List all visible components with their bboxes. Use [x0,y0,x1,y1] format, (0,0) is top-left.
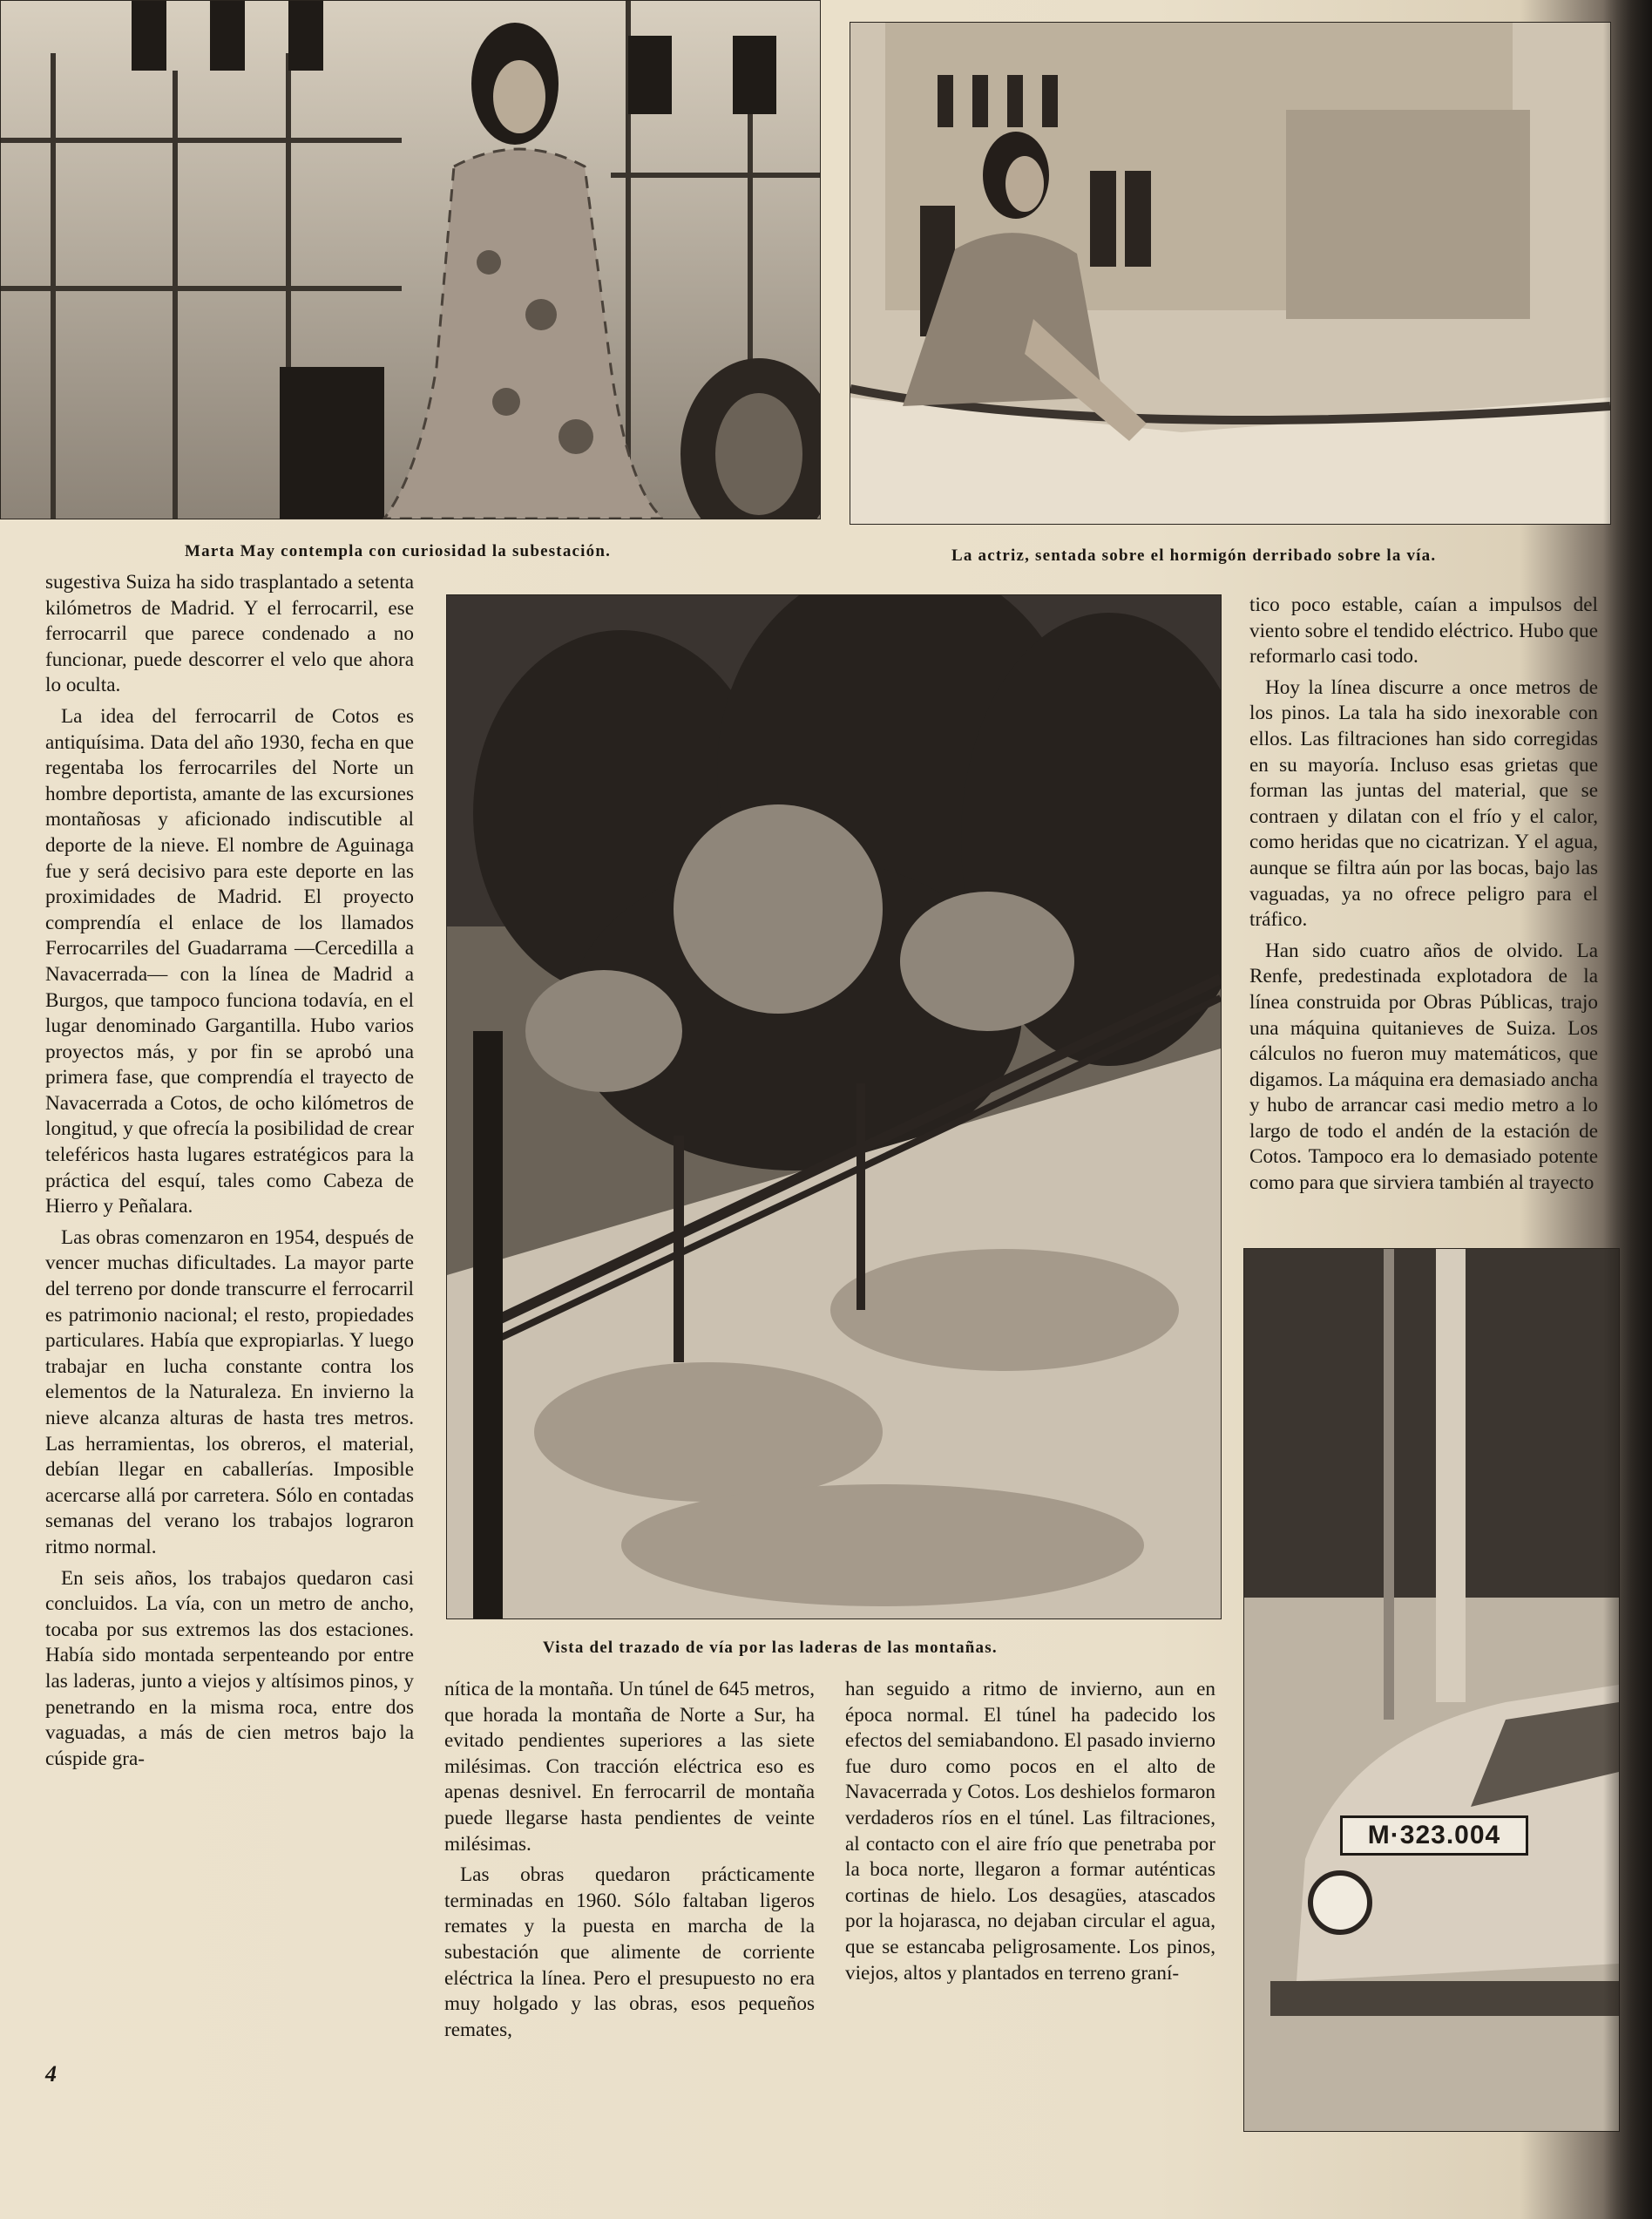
col4-paragraph-1: tico poco estable, caían a impulsos del viento sobre el tendido eléctrico. Hubo que reformarlo casi todo. [1249,594,1598,668]
article-column-4 [1249,593,1598,1238]
caption-photo-actress-seated: La actriz, sentada sobre el hormigón derribado sobre la vía. [951,546,1437,565]
col1-paragraph-1: sugestiva Suiza ha sido trasplantado a setenta kilómetros de Madrid. Y el ferrocarril, ese ferrocarril que parece condenado a no funcionar, puede descorrer el velo que ahora lo oculta. [45,571,414,697]
license-plate: M·323.004 [1340,1815,1528,1856]
article-column-1 [45,570,414,2066]
photo-substation [0,0,821,519]
col2-paragraph-2: Las obras quedaron prácticamente terminadas en 1960. Sólo faltaban ligeros remates y la puesta en marcha de la subestación que alimente de corriente eléctrica la línea. Pero el presupuesto no era muy holgado y las obras, esos pequeños remates, [444,1863,815,2041]
col2-paragraph-1: nítica de la montaña. Un túnel de 645 metros, que horada la montaña de Norte a Sur, ha evitado pendientes superiores a las siete milésimas. Con tracción eléctrica eso es apenas desnivel. En ferrocarril de montaña puede llegarse hasta pendientes de veinte milésimas. [444,1678,815,1856]
caption-photo-substation: Marta May contempla con curiosidad la subestación. [185,542,612,560]
col3-paragraph-1: han seguido a ritmo de invierno, aun en época normal. El túnel ha padecido los efectos del semiabandono. El pasado invierno fue duro como pocos en el alto de Navacerrada y Cotos. Los deshielos formaron verdaderos ríos en el túnel. Las filtraciones, al contacto con el aire frío que penetraba por la boca norte, llegaron a formar auténticas cortinas de hielo. Los desagües, atascados por la hojarasca, no dejaban circular el agua, que se estancaba peligrosamente. Los pinos, viejos, altos y plantados en terreno graní- [845,1678,1215,1985]
col4-paragraph-3: Han sido cuatro años de olvido. La Renfe, predestinada explotadora de la línea construida por Obras Públicas, trajo una máquina quitanieves de Suiza. Los cálculos no fueron muy matemáticos, que digamos. La máquina era demasiado ancha y hubo de arrancar casi medio metro a lo largo de todo el andén de la estación de Cotos. Tampoco era lo demasiado potente como para que sirviera también al trayecto [1249,939,1598,1195]
photo-actress-seated [850,22,1611,525]
col1-paragraph-4: En seis años, los trabajos quedaron casi concluidos. La vía, con un metro de ancho, tocaba por sus extremos las dos estaciones. Había sido montada serpenteando por entre las laderas, junto a viejos y altísimos pinos, y penetrando en la misma roca, entre dos vaguadas, a más de cien metros bajo la cúspide gra- [45,1566,414,1770]
article-column-3 [845,1677,1215,2066]
article-column-2 [444,1677,815,2066]
caption-photo-mountain-railway: Vista del trazado de vía por las laderas de las montañas. [543,1639,998,1657]
page-number: 4 [45,2061,57,2087]
col1-paragraph-2: La idea del ferrocarril de Cotos es antiquísima. Data del año 1930, fecha en que regentaba los ferrocarriles del Norte un hombre deportista, amante de las excursiones montañosas y aficionado indiscutible al deporte de la nieve. El nombre de Aguinaga fue y será decisivo para este deporte en las proximidades de Madrid. El proyecto comprendía el enlace de los llamados Ferrocarriles del Guadarrama —Cercedilla a Navacerrada— con la línea de Madrid a Burgos, que tampoco funciona todavía, en el lugar denominado Gargantilla. Hubo varios proyectos más, y por fin se aprobó una primera fase, que comprendía el trayecto de Navacerrada a Cotos, de ocho kilómetros de longitud, y que ofrecía la posibilidad de crear teleféricos hasta lugares estratégicos para la práctica del esquí, tales como Cabeza de Hierro y Peñalara. [45,704,414,1218]
photo-car-plate [1243,1248,1620,2132]
col4-paragraph-2: Hoy la línea discurre a once metros de los pinos. La tala ha sido inexorable con ellos. Las filtraciones han sido corregidas en su mayoría. Incluso esas grietas que forman las juntas del material, que se contraen y dilatan con el frío y el calor, como heridas que no cicatrizan. Y el agua, aunque se filtra aún por las bocas, bajo las vaguadas, ya no ofrece peligro para el tráfico. [1249,675,1598,932]
col1-paragraph-3: Las obras comenzaron en 1954, después de vencer muchas dificultades. La mayor parte del terreno por donde transcurre el ferrocarril es patrimonio nacional; el resto, propiedades particulares. Había que expropiarlas. Y luego trabajar en lucha constante contra los elementos de la Naturaleza. En invierno la nieve alcanza alturas de hasta tres metros. Las herramientas, los obreros, el material, debían llegar en caballerías. Imposible acercarse allá por carretera. Sólo en contadas semanas del verano los trabajos lograron ritmo normal. [45,1225,414,1558]
photo-mountain-railway [446,594,1222,1619]
